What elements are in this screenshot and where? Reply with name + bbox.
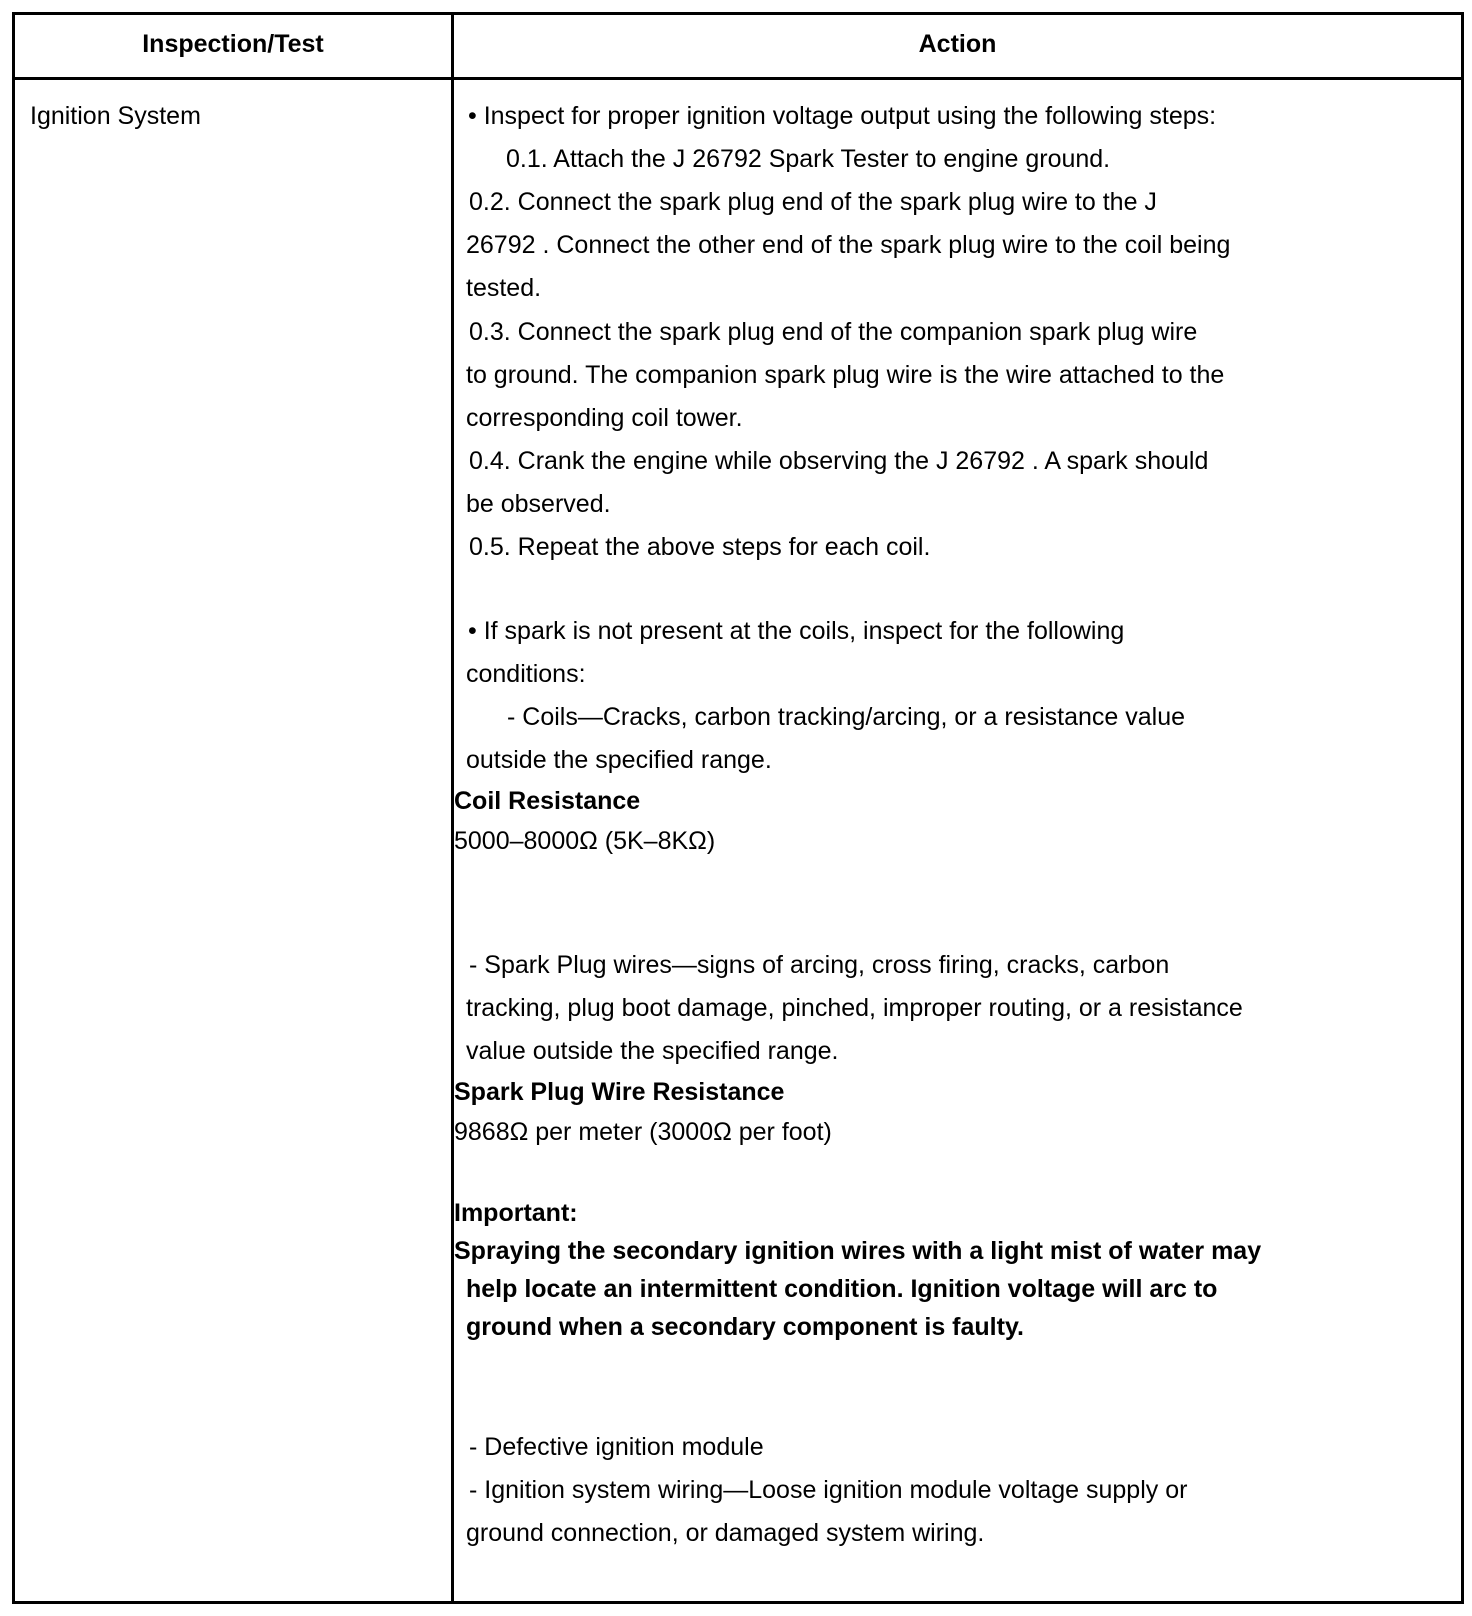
action-line: corresponding coil tower. <box>466 404 743 432</box>
action-line: 0.3. Connect the spark plug end of the companion spark plug wire <box>469 318 1198 346</box>
action-line: conditions: <box>466 660 586 688</box>
coil-resistance-value: 5000–8000Ω (5K–8KΩ) <box>454 827 716 855</box>
header-action: Action <box>918 30 997 58</box>
important-note: ground when a secondary component is faulty. <box>466 1313 1024 1341</box>
important-label: Important: <box>454 1199 578 1227</box>
inspection-cell: Ignition System <box>30 102 201 130</box>
action-line: 0.5. Repeat the above steps for each coil. <box>469 533 931 561</box>
action-line: 0.2. Connect the spark plug end of the spark plug wire to the J <box>469 188 1157 216</box>
action-line: to ground. The companion spark plug wire is the wire attached to the <box>466 361 1225 389</box>
action-line: outside the specified range. <box>466 746 772 774</box>
coil-resistance-label: Coil Resistance <box>454 787 641 815</box>
action-line: - Defective ignition module <box>469 1433 764 1461</box>
wire-resistance-label: Spark Plug Wire Resistance <box>454 1078 785 1106</box>
action-line: - Ignition system wiring—Loose ignition module voltage supply or <box>469 1476 1188 1504</box>
action-line: 0.4. Crank the engine while observing the J 26792 . A spark should <box>469 447 1209 475</box>
important-note: Spraying the secondary ignition wires with a light mist of water may <box>454 1237 1262 1265</box>
wire-resistance-value: 9868Ω per meter (3000Ω per foot) <box>454 1118 832 1146</box>
action-line: tracking, plug boot damage, pinched, improper routing, or a resistance <box>466 994 1243 1022</box>
header-inspection-test: Inspection/Test <box>142 30 324 58</box>
important-note: help locate an intermittent condition. Ignition voltage will arc to <box>466 1275 1218 1303</box>
action-line: - Coils—Cracks, carbon tracking/arcing, or a resistance value <box>507 703 1186 731</box>
action-line: tested. <box>466 274 542 302</box>
header-divider <box>12 77 1464 80</box>
action-line: value outside the specified range. <box>466 1037 839 1065</box>
action-line: • Inspect for proper ignition voltage output using the following steps: <box>468 102 1217 130</box>
action-line: 26792 . Connect the other end of the spark plug wire to the coil being <box>466 231 1231 259</box>
action-line: ground connection, or damaged system wiring. <box>466 1519 985 1547</box>
action-line: 0.1. Attach the J 26792 Spark Tester to engine ground. <box>506 145 1111 173</box>
action-line: • If spark is not present at the coils, inspect for the following <box>468 617 1125 645</box>
action-line: be observed. <box>466 490 611 518</box>
action-line: - Spark Plug wires—signs of arcing, cross firing, cracks, carbon <box>469 951 1170 979</box>
